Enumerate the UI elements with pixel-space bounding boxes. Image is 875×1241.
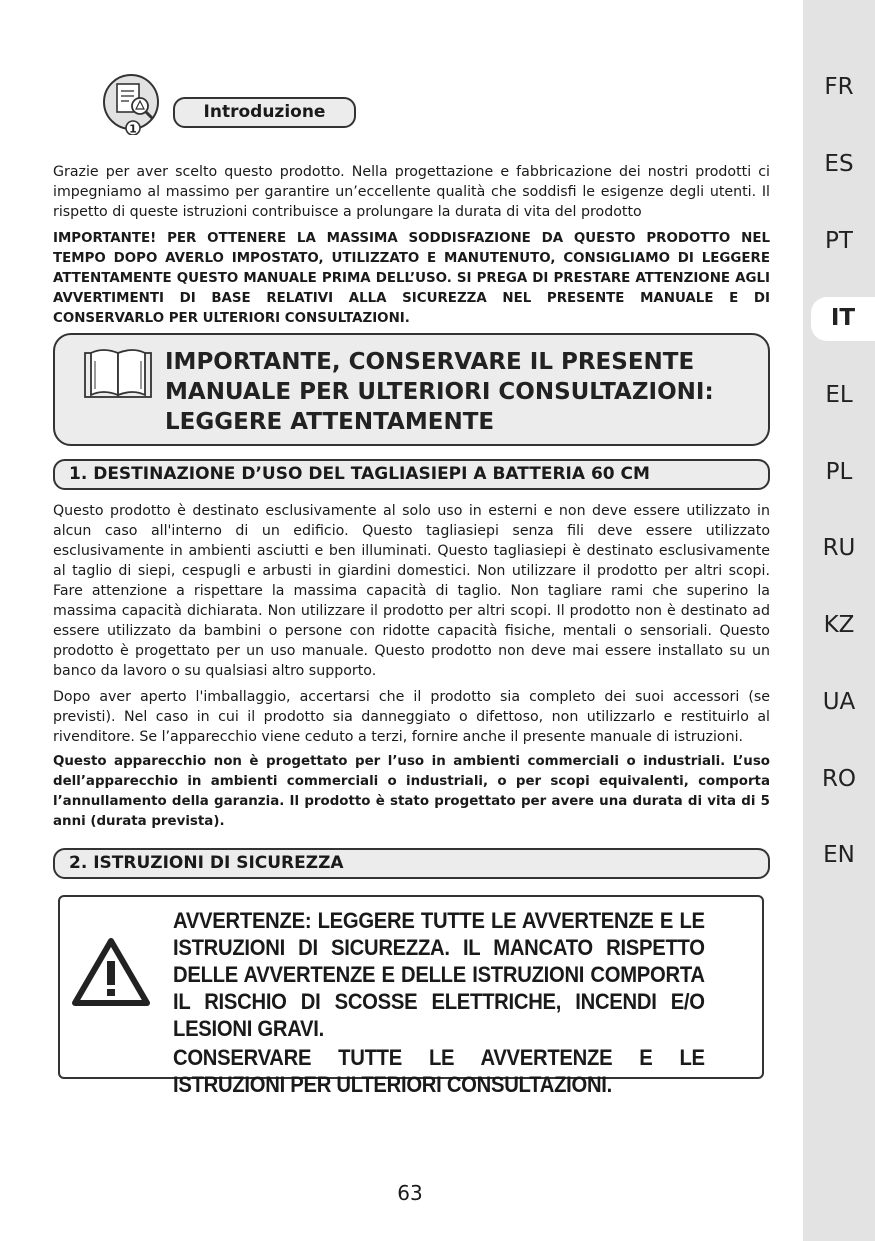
lang-tab-en[interactable]: EN — [823, 842, 855, 868]
intro-badge-number: 1 — [129, 122, 137, 135]
lang-tab-pl[interactable]: PL — [825, 459, 853, 485]
intro-paragraph: Grazie per aver scelto questo prodotto. Nella progettazione e fabbricazione dei nostri prodotti ci impegniamo al massimo per garantire un’eccellente qualità che soddisfi le esigenze degli utenti. Il rispetto di queste istruzioni contribuisce a prolungare la durata di vita del prodotto — [53, 164, 770, 220]
important-notice-text — [165, 347, 755, 437]
lang-tab-ua[interactable]: UA — [822, 689, 856, 715]
lang-tab-es[interactable]: ES — [824, 151, 854, 177]
lang-tab-kz[interactable]: KZ — [823, 612, 855, 638]
lang-tab-ru[interactable]: RU — [822, 535, 856, 561]
section-1-paragraph-2: Dopo aver aperto l'imballaggio, accertarsi che il prodotto sia completo dei suoi accessori (se previsti). Nel caso in cui il prodotto sia danneggiato o difettoso, non utilizzarlo e restituirlo al rivenditore. Se l’apparecchio viene ceduto a terzi, fornire anche il presente manuale di istruzioni. — [53, 689, 770, 745]
language-sidebar — [803, 0, 875, 1241]
warning-paragraph-2: CONSERVARE TUTTE LE AVVERTENZE E LE ISTRUZIONI PER ULTERIORI CONSULTAZIONI. — [173, 1045, 705, 1097]
open-book-icon — [83, 345, 153, 401]
safety-warning-text — [173, 907, 705, 1100]
important-line-1: IMPORTANTE, CONSERVARE IL PRESENTE — [165, 349, 695, 375]
important-line-2: MANUALE PER ULTERIORI CONSULTAZIONI: — [165, 379, 714, 405]
warning-triangle-icon — [72, 937, 150, 1007]
lang-tab-fr[interactable]: FR — [824, 74, 854, 100]
section-1-warranty-notice: Questo apparecchio non è progettato per l’uso in ambienti commerciali o industriali. L’uso dell’apparecchio in ambienti commerciali o industriali, o per scopi equivalenti, comporta l’annullamento della garanzia. Il prodotto è stato progettato per avere una durata di vita di 5 anni (durata prevista). — [53, 754, 770, 829]
important-notice-box — [53, 333, 770, 446]
lang-tab-el[interactable]: EL — [825, 382, 853, 408]
page-title: Introduzione — [173, 97, 356, 128]
manual-read-icon — [100, 73, 162, 135]
section-2-header: 2. ISTRUZIONI DI SICUREZZA — [53, 848, 770, 879]
lang-tab-ro[interactable]: RO — [821, 766, 857, 792]
lang-tab-it[interactable]: IT — [811, 297, 875, 341]
important-line-3: LEGGERE ATTENTAMENTE — [165, 409, 495, 435]
warning-paragraph-1: AVVERTENZE: LEGGERE TUTTE LE AVVERTENZE E LE ISTRUZIONI DI SICUREZZA. IL MANCATO RISPETTO DELLE AVVERTENZE E DELLE ISTRUZIONI COMPORTA IL RISCHIO DI SCOSSE ELETTRICHE, INCENDI E/O LESIONI GRAVI. — [173, 908, 705, 1041]
safety-warning-box — [58, 895, 764, 1097]
section-1-paragraph-1: Questo prodotto è destinato esclusivamente al solo uso in esterni e non deve essere utilizzato in alcun caso all'interno di un edificio. Questo tagliasiepi senza fili deve essere utilizzato esclusivamente in ambienti asciutti e ben illuminati. Questo tagliasiepi è destinato esclusivamente al taglio di siepi, cespugli e arbusti in giardini domestici. Non utilizzare il prodotto per altri scopi. Fare attenzione a rispettare la massima capacità di taglio. Non tagliare rami che superino la massima capacità dichiarata. Non utilizzare il prodotto per altri scopi. Il prodotto non è destinato ad essere utilizzato da bambini o persone con ridotte capacità fisiche, mentali o sensoriali. Questo prodotto è progettato per un uso manuale. Questo prodotto non deve mai essere installato su un banco da lavoro o su qualsiasi altro supporto. — [53, 503, 770, 679]
section-1-header: 1. DESTINAZIONE D’USO DEL TAGLIASIEPI A BATTERIA 60 CM — [53, 459, 770, 490]
intro-important-notice: IMPORTANTE! PER OTTENERE LA MASSIMA SODDISFAZIONE DA QUESTO PRODOTTO NEL TEMPO DOPO AVERLO IMPOSTATO, UTILIZZATO E MANUTENUTO, CONSIGLIAMO DI LEGGERE ATTENTAMENTE QUESTO MANUALE PRIMA DELL’USO. SI PREGA DI PRESTARE ATTENZIONE AGLI AVVERTIMENTI DI BASE RELATIVI ALLA SICUREZZA NEL PRESENTE MANUALE E DI CONSERVARLO PER ULTERIORI CONSULTAZIONI. — [53, 231, 770, 326]
lang-tab-pt[interactable]: PT — [825, 228, 853, 254]
page-number: 63 — [397, 1181, 423, 1205]
